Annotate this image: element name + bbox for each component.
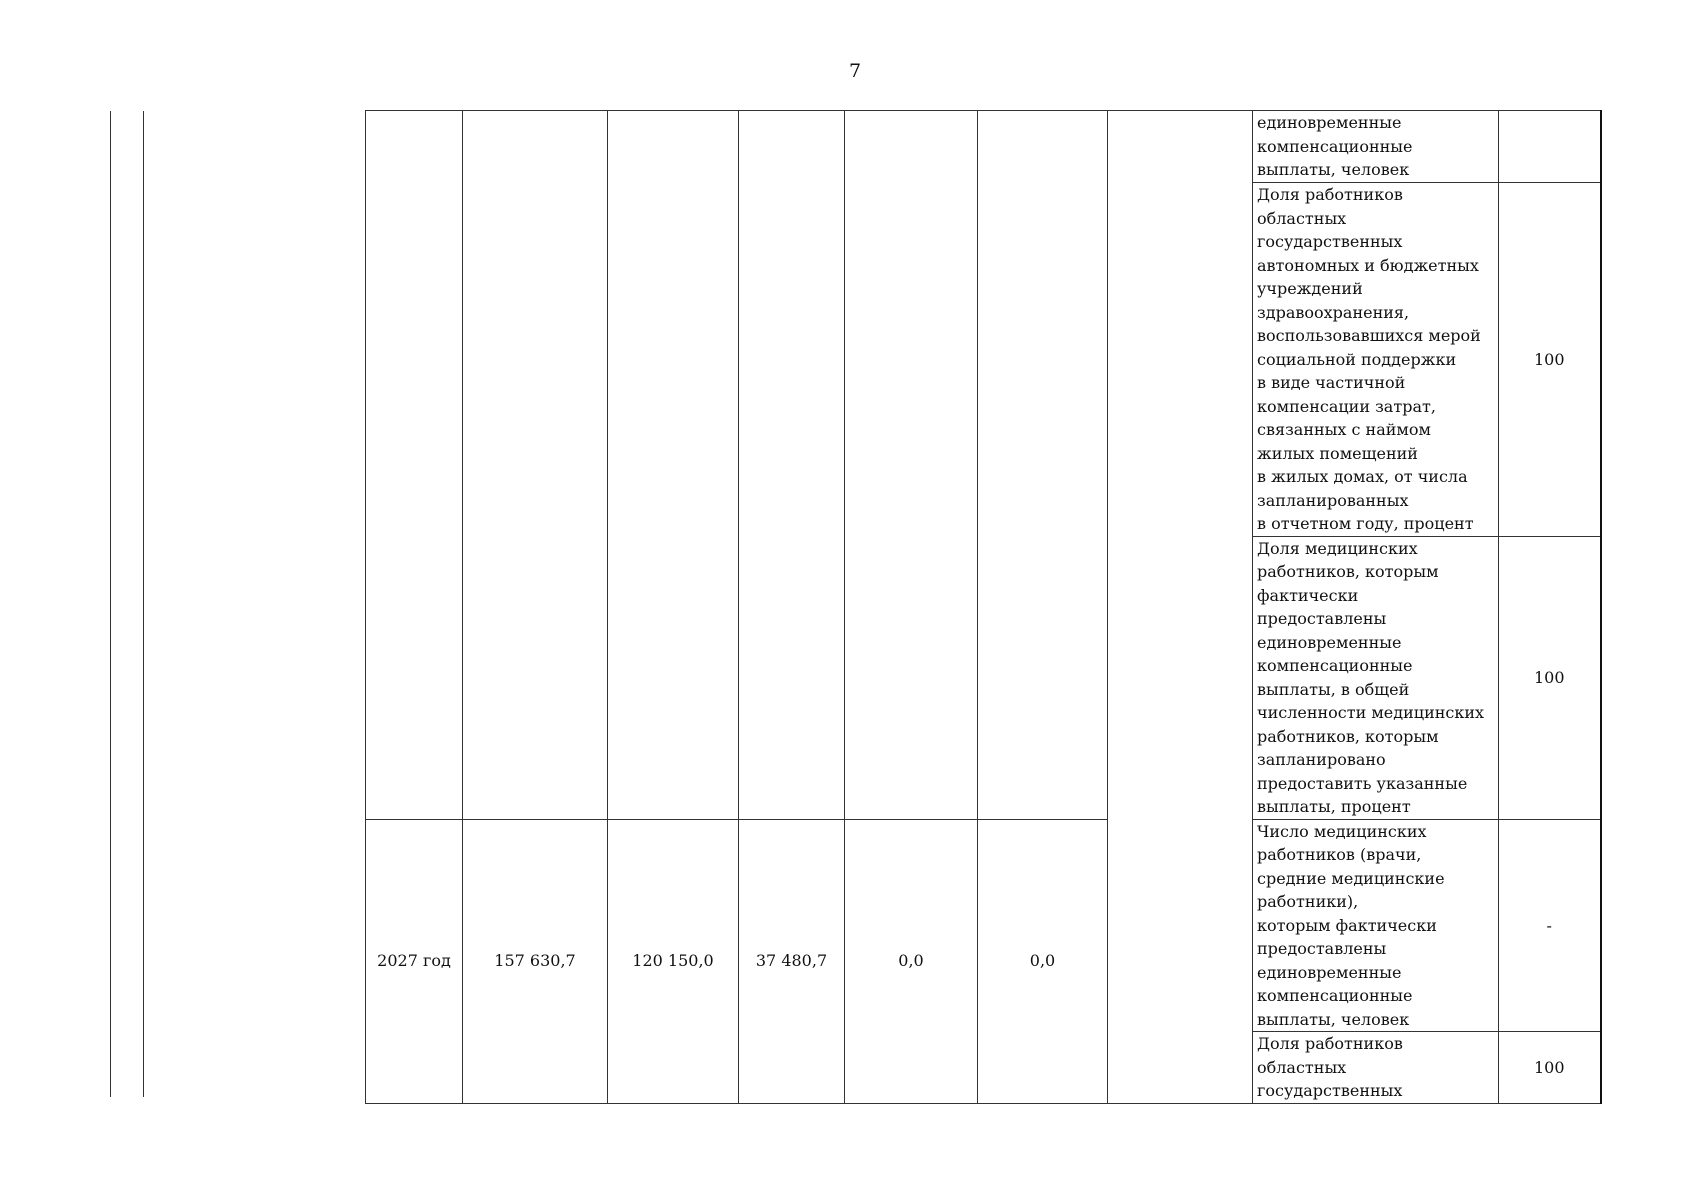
indicator-value: 100 — [1499, 183, 1601, 537]
financing-table — [365, 110, 1602, 1104]
amount-total-cell-prev — [463, 111, 608, 820]
year-cell-prev — [366, 111, 463, 820]
amount-federal-cell-prev — [608, 111, 739, 820]
amount-federal-cell: 120 150,0 — [608, 819, 739, 1103]
table-row — [366, 111, 1601, 183]
table-left-border — [110, 111, 111, 1097]
indicator-description: Число медицинских работников (врачи, средние медицинские работники), которым фактически предоставлены единовременные компенсационные выплаты, человек — [1253, 819, 1499, 1032]
amount-total-cell: 157 630,7 — [463, 819, 608, 1103]
amount-local-cell: 0,0 — [845, 819, 978, 1103]
indicator-value — [1499, 111, 1601, 183]
indicator-description: Доля работников областных государственных автономных и бюджетных учреждений здравоохранения, воспользовавшихся мерой социальной поддержки в виде частичной компенсации затрат, связанных с наймом жилых помещений в жилых домах, от числа запланированных в отчетном году, процент — [1253, 183, 1499, 537]
indicator-value: 100 — [1499, 536, 1601, 819]
amount-other-cell-prev — [978, 111, 1108, 820]
indicator-description: единовременные компенсационные выплаты, человек — [1253, 111, 1499, 183]
table-row — [366, 819, 1601, 1032]
amount-regional-cell: 37 480,7 — [739, 819, 845, 1103]
amount-local-cell-prev — [845, 111, 978, 820]
table-column-divider — [143, 111, 144, 1097]
indicator-description: Доля медицинских работников, которым фактически предоставлены единовременные компенсационные выплаты, в общей численности медицинских работников, которым запланировано предоставить указанные выплаты, процент — [1253, 536, 1499, 819]
amount-other-cell: 0,0 — [978, 819, 1108, 1103]
indicator-value: - — [1499, 819, 1601, 1032]
page-number: 7 — [848, 60, 862, 82]
amount-regional-cell-prev — [739, 111, 845, 820]
year-cell: 2027 год — [366, 819, 463, 1103]
indicator-description: Доля работников областных государственных — [1253, 1032, 1499, 1104]
indicator-value: 100 — [1499, 1032, 1601, 1104]
responsible-cell — [1108, 111, 1253, 1104]
